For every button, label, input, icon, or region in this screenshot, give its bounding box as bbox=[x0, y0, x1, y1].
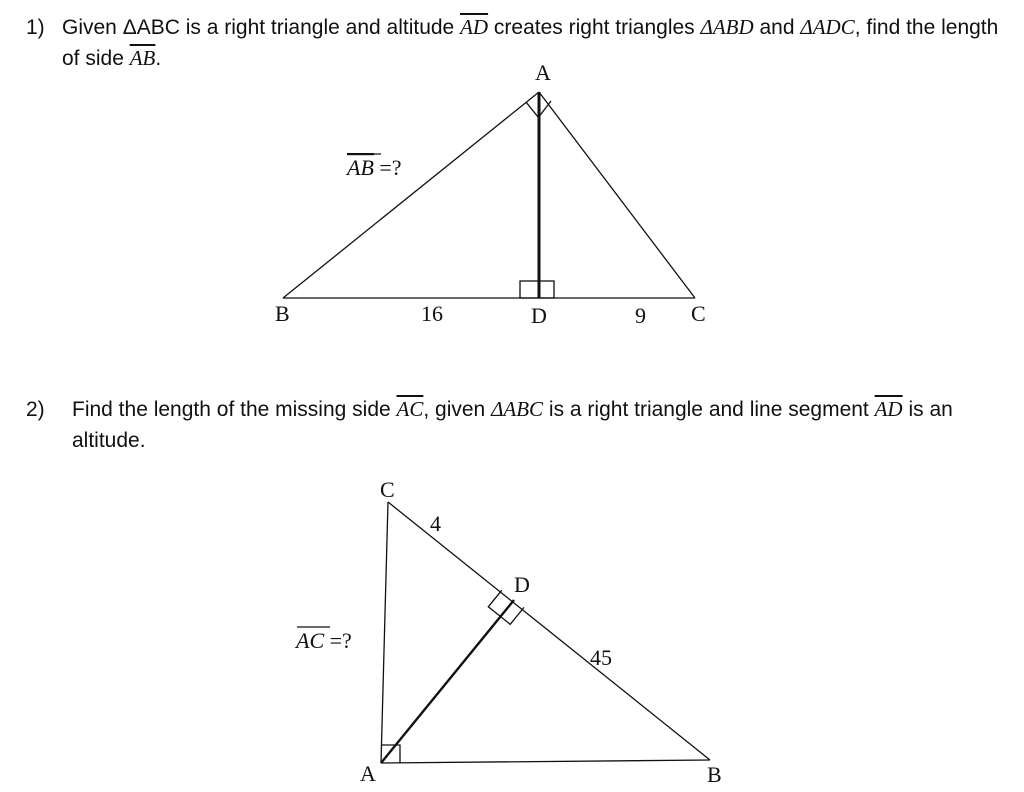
triangle-abc-label: ΔABC bbox=[491, 397, 544, 421]
vertex-a-label: A bbox=[535, 60, 551, 85]
segment-dc-length: 9 bbox=[635, 303, 646, 328]
problem-2-text-part: Find the length of the missing side bbox=[72, 398, 397, 421]
vertex-d-label: D bbox=[531, 303, 547, 328]
segment-bd-length: 16 bbox=[421, 301, 443, 326]
problem-1-text-part: Given ΔABC is a right triangle and altitude bbox=[62, 16, 461, 39]
unknown-ab-suffix: =? bbox=[373, 155, 402, 180]
side-ba bbox=[283, 92, 539, 298]
problem-1-number: 1) bbox=[26, 16, 45, 39]
vertex-a-label: A bbox=[360, 761, 376, 786]
segment-ad-label: $\overline{AD}$ bbox=[874, 397, 903, 421]
problem-2-text-part: is a right triangle and line segment bbox=[543, 398, 875, 421]
vertex-b-label: B bbox=[275, 301, 290, 326]
figure-1 bbox=[275, 60, 706, 328]
unknown-ac-suffix: =? bbox=[324, 628, 352, 653]
unknown-ac-segment: AC bbox=[296, 628, 325, 653]
segment-ab-label: $\overline{AB}$ bbox=[129, 46, 156, 70]
triangle-abd-label: ΔABD bbox=[700, 15, 754, 39]
side-ac bbox=[539, 92, 695, 298]
vertex-b-label: B bbox=[707, 762, 722, 787]
problem-2-text-part: , given bbox=[423, 398, 492, 421]
figure-2 bbox=[294, 477, 722, 787]
vertex-c-label: C bbox=[380, 477, 395, 502]
problem-2-number: 2) bbox=[26, 398, 45, 421]
unknown-ab-segment: AB bbox=[347, 155, 374, 180]
segment-db-length: 45 bbox=[590, 645, 612, 670]
problem-1-text-part: creates right triangles bbox=[488, 16, 701, 39]
triangle-adc-label: ΔADC bbox=[800, 15, 855, 39]
right-angle-marker-d bbox=[520, 281, 554, 298]
problem-1-text-part: , find the length of side bbox=[62, 16, 999, 70]
segment-cd-length: 4 bbox=[430, 511, 441, 536]
altitude-ad bbox=[381, 600, 514, 763]
segment-ad-label: $\overline{AD}$ bbox=[460, 15, 489, 39]
vertex-d-label: D bbox=[514, 572, 530, 597]
side-cb bbox=[388, 502, 710, 760]
side-ab bbox=[381, 760, 710, 763]
problem-1-text-part: and bbox=[753, 16, 801, 39]
unknown-ab-label bbox=[345, 155, 402, 180]
segment-ac-label: $\overline{AC}$ bbox=[396, 397, 424, 421]
problem-1-text-part: . bbox=[155, 47, 162, 70]
side-ca bbox=[381, 502, 388, 763]
unknown-ac-label bbox=[294, 628, 352, 653]
vertex-c-label: C bbox=[691, 301, 706, 326]
problem-2-text-part: is an altitude. bbox=[72, 398, 953, 452]
